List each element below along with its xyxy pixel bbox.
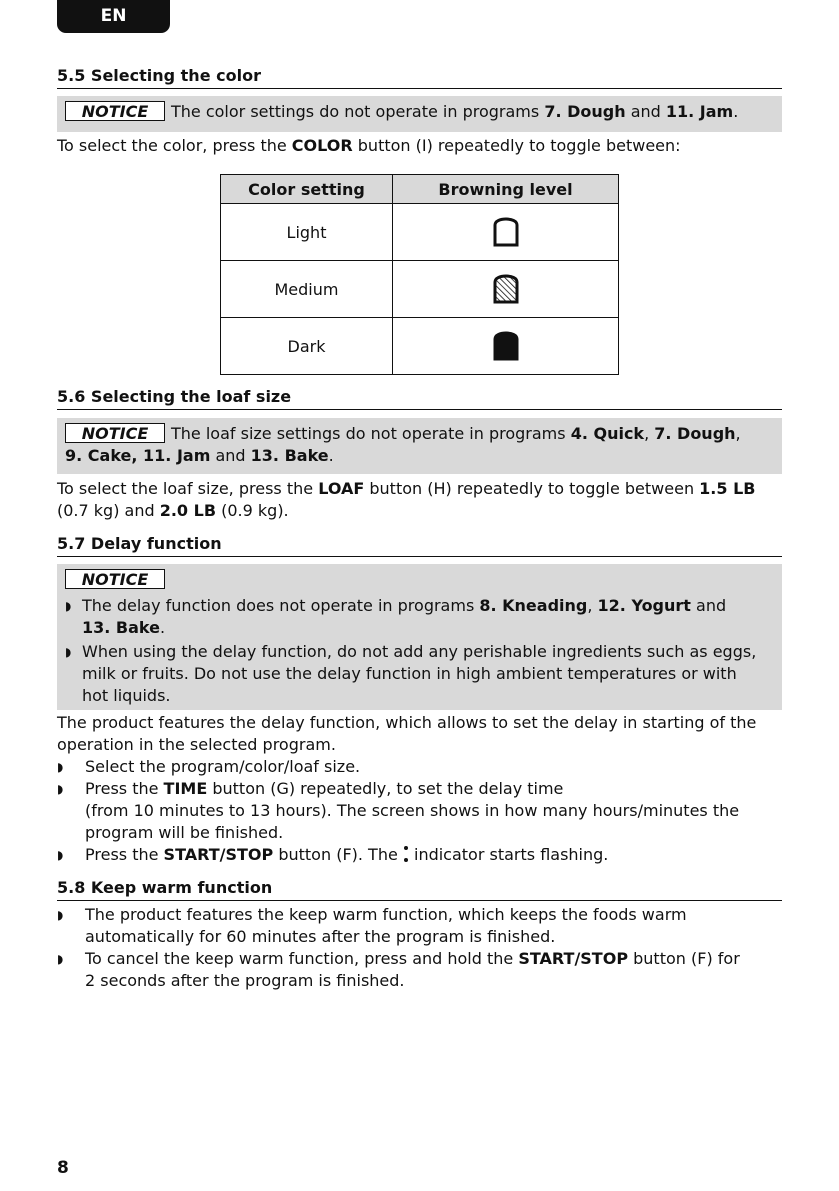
delay-intro: The product features the delay function, which allows to set the delay in starting of the operation in the selected program. bbox=[57, 713, 757, 754]
list-item: ◗ To cancel the keep warm function, press and hold the START/STOP button (F) for 2 seconds after the program is finished. bbox=[57, 949, 740, 990]
color-setting-medium: Medium bbox=[221, 261, 393, 318]
notice-text: The loaf size settings do not operate in programs 4. Quick, 7. Dough, 9. Cake, 11. Jam and 13. Bake. bbox=[65, 424, 741, 465]
list-item: ◗ Press the TIME button (G) repeatedly, to set the delay time (from 10 minutes to 13 hours). The screen shows in how many hours/minutes the program will be finished. bbox=[57, 779, 740, 842]
bread-outline-icon bbox=[491, 213, 521, 247]
page-number: 8 bbox=[57, 1158, 69, 1178]
notice-label: NOTICE bbox=[65, 101, 165, 121]
color-intro: To select the color, press the COLOR button (I) repeatedly to toggle between: bbox=[57, 136, 681, 155]
list-item: ◗ When using the delay function, do not add any perishable ingredients such as eggs, milk or fruits. Do not use the delay function in high ambient temperatures or with hot liquids. bbox=[65, 642, 757, 705]
list-item: ◗ Press the START/STOP button (F). The indicator starts flashing. bbox=[57, 845, 609, 864]
table-row bbox=[221, 318, 619, 375]
bullet-icon: ◗ bbox=[65, 599, 72, 613]
notice-list bbox=[65, 595, 774, 707]
table-row bbox=[221, 204, 619, 261]
keepwarm-steps bbox=[57, 904, 782, 992]
color-table bbox=[220, 174, 619, 375]
column-header-browning-level: Browning level bbox=[393, 175, 619, 204]
bullet-icon: ◗ bbox=[65, 645, 72, 659]
delay-steps bbox=[57, 756, 782, 866]
section-heading-color: 5.5 Selecting the color bbox=[57, 66, 782, 89]
bullet-icon: ◗ bbox=[57, 908, 64, 922]
notice-box-color bbox=[57, 96, 782, 132]
bread-filled-icon bbox=[491, 327, 521, 361]
bullet-icon: ◗ bbox=[57, 848, 64, 862]
table-row bbox=[221, 261, 619, 318]
bullet-icon: ◗ bbox=[57, 782, 64, 796]
bullet-icon: ◗ bbox=[57, 760, 64, 774]
delay-indicator-icon bbox=[403, 845, 409, 863]
bread-hatched-icon bbox=[491, 270, 521, 304]
table-header-row bbox=[221, 175, 619, 204]
browning-cell-medium bbox=[393, 261, 619, 318]
color-setting-dark: Dark bbox=[221, 318, 393, 375]
notice-box-loaf bbox=[57, 418, 782, 474]
section-heading-loaf: 5.6 Selecting the loaf size bbox=[57, 387, 782, 410]
section-heading-keepwarm: 5.8 Keep warm function bbox=[57, 878, 782, 901]
bullet-icon: ◗ bbox=[57, 952, 64, 966]
notice-label: NOTICE bbox=[65, 569, 165, 589]
section-heading-delay: 5.7 Delay function bbox=[57, 534, 782, 557]
color-setting-light: Light bbox=[221, 204, 393, 261]
list-item: ◗ Select the program/color/loaf size. bbox=[57, 757, 361, 776]
notice-text: The color settings do not operate in programs 7. Dough and 11. Jam. bbox=[171, 102, 739, 121]
notice-box-delay bbox=[57, 564, 782, 710]
column-header-color-setting: Color setting bbox=[221, 175, 393, 204]
browning-cell-light bbox=[393, 204, 619, 261]
list-item: ◗ The product features the keep warm function, which keeps the foods warm automatically for 60 minutes after the program is finished. bbox=[57, 905, 687, 946]
notice-label: NOTICE bbox=[65, 423, 165, 443]
language-tab: EN bbox=[57, 0, 170, 33]
list-item: ◗ The delay function does not operate in programs 8. Kneading, 12. Yogurt and 13. Bake. bbox=[65, 596, 727, 637]
browning-cell-dark bbox=[393, 318, 619, 375]
loaf-body: To select the loaf size, press the LOAF button (H) repeatedly to toggle between 1.5 LB (0.7 kg) and 2.0 LB (0.9 kg). bbox=[57, 479, 756, 520]
